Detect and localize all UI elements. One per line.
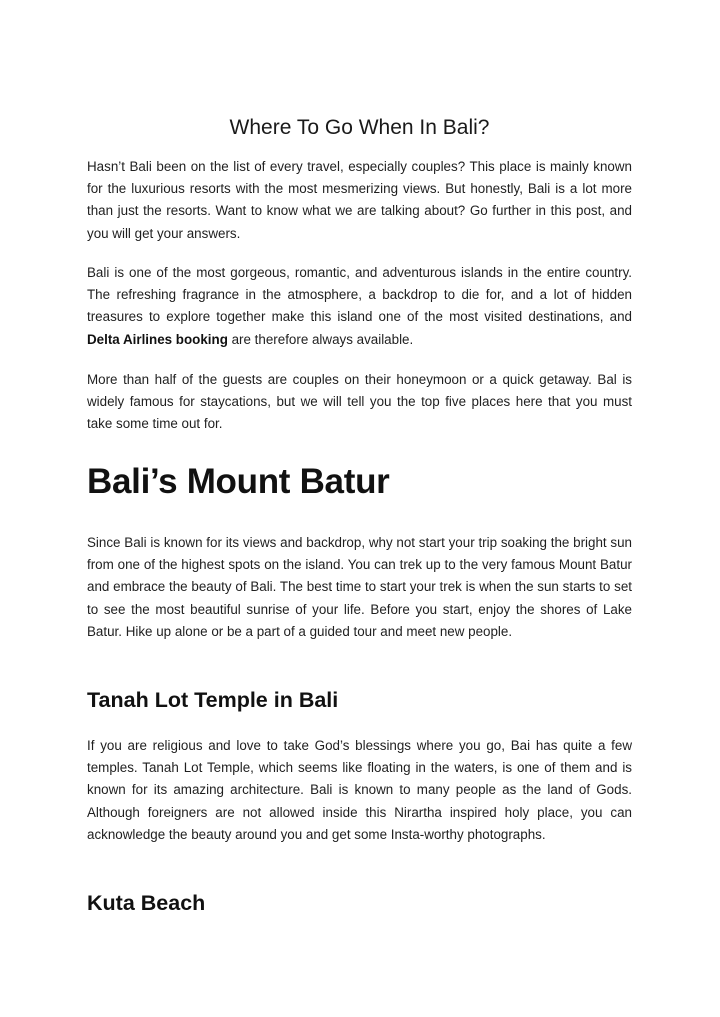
section-heading-mount-batur: Bali’s Mount Batur bbox=[87, 462, 390, 501]
intro-paragraph-2 bbox=[87, 262, 632, 351]
section-heading-kuta-beach: Kuta Beach bbox=[87, 891, 206, 915]
section-heading-tanah-lot: Tanah Lot Temple in Bali bbox=[87, 688, 339, 712]
intro-paragraph-3: More than half of the guests are couples on their honeymoon or a quick getaway. Bal is widely famous for staycations, but we will tell you the top five places here that you must take some time out for. bbox=[87, 372, 632, 432]
intro-paragraph-1: Hasn’t Bali been on the list of every travel, especially couples? This place is mainly known for the luxurious resorts with the most mesmerizing views. But honestly, Bali is a lot more than just the resorts. Want to know what we are talking about? Go further in this post, and you will get your answers. bbox=[87, 159, 632, 241]
page-title: Where To Go When In Bali? bbox=[229, 116, 490, 139]
section-body-mount-batur: Since Bali is known for its views and backdrop, why not start your trip soaking the bright sun from one of the highest spots on the island. You can trek up to the very famous Mount Batur and embrace the beauty of Bali. The best time to start your trek is when the sun starts to set to see the most beautiful sunrise of your life. Before you start, enjoy the shores of Lake Batur. Hike up alone or be a part of a guided tour and meet new people. bbox=[87, 535, 632, 639]
section-body-tanah-lot: If you are religious and love to take God’s blessings where you go, Bai has quite a few temples. Tanah Lot Temple, which seems like floating in the waters, is one of them and is known for its amazing architecture. Bali is known to many people as the land of Gods. Although foreigners are not allowed inside this Nirartha inspired holy place, you can acknowledge the beauty around you and get some Insta-worthy photographs. bbox=[87, 738, 632, 842]
intro-paragraph-2-text-after: are therefore always available. bbox=[227, 331, 414, 347]
intro-paragraph-2-text-before: Bali is one of the most gorgeous, romantic, and adventurous islands in the entire country. The refreshing fragrance in the atmosphere, a backdrop to die for, and a lot of hidden treasures to explore together make this island one of the most visited destinations, and bbox=[87, 265, 632, 325]
delta-airlines-booking-link[interactable]: Delta Airlines booking bbox=[87, 331, 228, 347]
